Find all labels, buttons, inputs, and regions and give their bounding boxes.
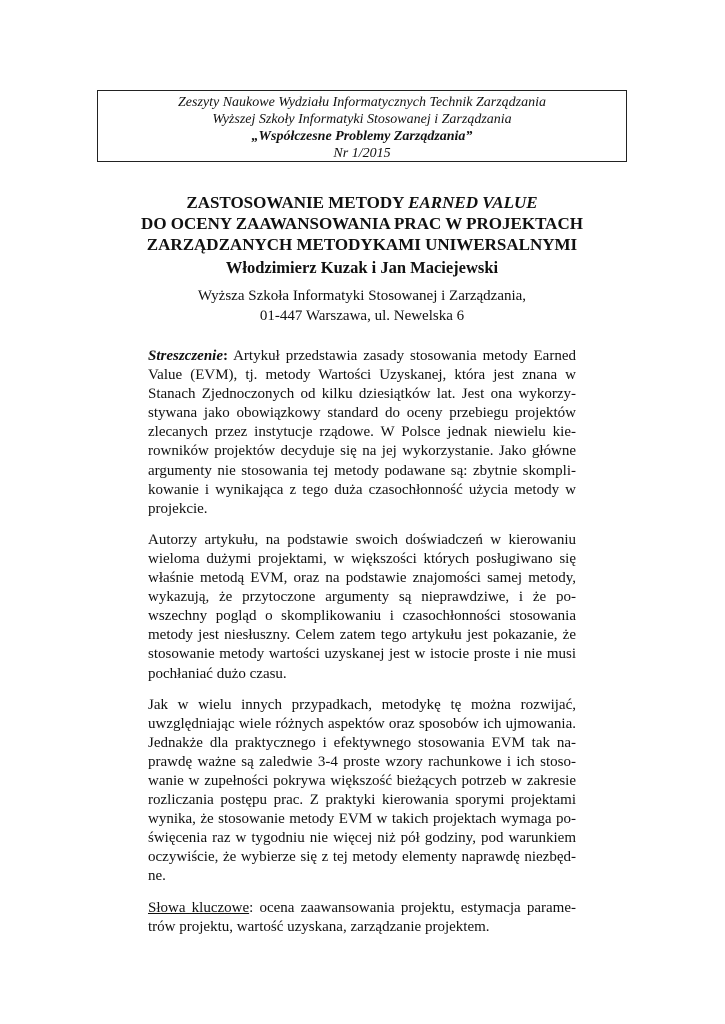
title-line1-italic: EARNED VALUE — [408, 193, 538, 212]
abstract-paragraph-3: Jak w wielu innych przypadkach, metodykę tę można rozwijać, uwzględniając wiele różnych aspektów oraz sposobów ich ujmowania. Jednakże dla praktycznego i efektywnego stosowania EVM tak na-prawdę ważne są zaledwie 3-4 proste wzory rachunkowe i ich stoso-wanie w zupełności pokrywa większość bieżących potrzeb w zakresie rozliczania postępu prac. Z praktyki kierowania sporymi projektami wynika, że stosowanie metody EVM w takich projektach wymaga po-święcenia raz w tygodniu nie więcej niż pół godziny, pod warunkiem oczywiście, że wybierze się z tej metody elementy naprawdę niezbęd-ne. — [148, 696, 576, 885]
journal-series-line: Zeszyty Naukowe Wydziału Informatycznych Technik Zarządzania — [178, 95, 546, 110]
abstract-paragraph-1 — [148, 347, 576, 519]
journal-header-box — [97, 90, 627, 162]
journal-title-line: „Współczesne Problemy Zarządzania” — [251, 129, 473, 144]
title-line1-prefix: ZASTOSOWANIE METODY — [186, 193, 409, 212]
title-line3: ZARZĄDZANYCH METODYKAMI UNIWERSALNYMI — [146, 235, 578, 254]
abstract-label-colon: : — [223, 348, 228, 364]
affiliation-line2: 01-447 Warszawa, ul. Newelska 6 — [259, 308, 465, 324]
journal-school-line: Wyższej Szkoły Informatyki Stosowanej i Zarządzania — [212, 112, 512, 127]
paper-title — [97, 192, 627, 255]
keywords-text: : ocena zaawansowania projektu, estymacja parame-trów projektu, wartość uzyskana, zarządzanie projektem. — [148, 899, 576, 935]
paper-authors: Włodzimierz Kuzak i Jan Maciejewski — [225, 258, 499, 277]
keywords-label: Słowa kluczowe — [148, 899, 250, 916]
title-line2: DO OCENY ZAAWANSOWANIA PRAC W PROJEKTACH — [141, 214, 583, 233]
affiliation — [97, 286, 627, 326]
keywords-paragraph — [148, 899, 576, 937]
affiliation-line1: Wyższa Szkoła Informatyki Stosowanej i Zarządzania, — [197, 288, 527, 304]
abstract-paragraph-2: Autorzy artykułu, na podstawie swoich doświadczeń w kierowaniu wieloma dużymi projektami, w większości których posługiwano się właśnie metodą EVM, oraz na podstawie znajomości samej metody, wykazują, że przytoczone argumenty są nieprawdziwe, i że po-wszechny pogląd o skomplikowaniu i czasochłonności stosowania metody jest niesłuszny. Celem zatem tego artykułu jest pokazanie, że stosowanie metody wartości uzyskanej jest w istocie proste i nie musi pochłaniać dużo czasu. — [148, 531, 576, 682]
abstract-section — [148, 347, 576, 949]
abstract-label: Streszczenie — [148, 348, 223, 364]
journal-issue-line: Nr 1/2015 — [333, 146, 391, 161]
abstract-text-1: Artykuł przedstawia zasady stosowania metody Earned Value (EVM), tj. metody Wartości Uzyskanej, która jest znana w Stanach Zjednoczonych od kilku dziesiątków lat. Jest ona wykorzy-stywana jako obowiązkowy standard do oceny przebiegu projektów zlecanych przez instytucje rządowe. W Polsce jednak niewielu kie-rowników projektów decyduje się na jej wykorzystanie. Jako główne argumenty nie stosowania tej metody podawane są: zbytnie skompli-kowanie i wynikająca z tego duża czasochłonność użycia metody w projekcie. — [148, 348, 576, 517]
